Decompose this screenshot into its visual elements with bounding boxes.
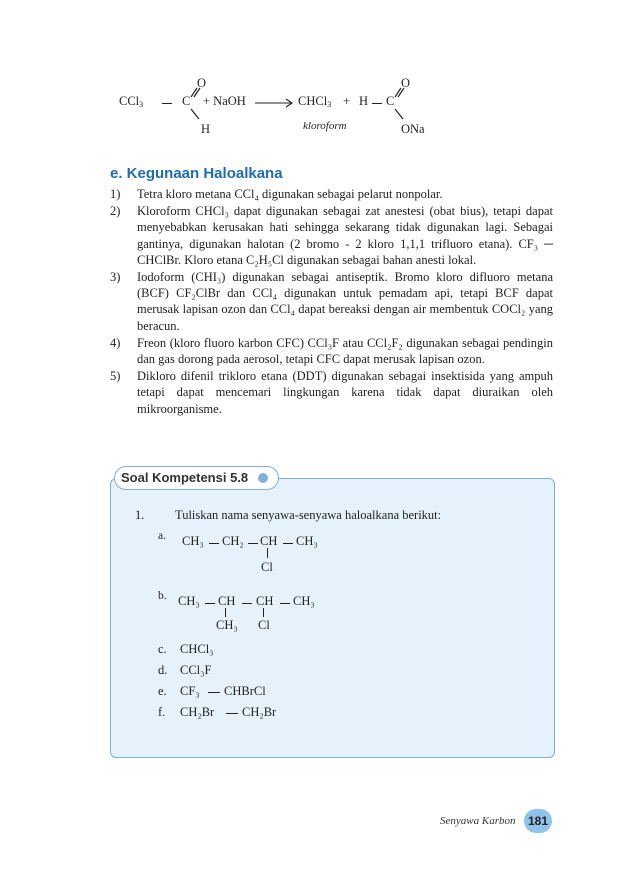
list-item: 1) Tetra kloro metana CCl₄ digunakan sebagai pelarut nonpolar. — [110, 187, 443, 201]
option-c-label: c. — [158, 642, 167, 656]
option-e-label: e. — [158, 684, 167, 698]
section-title: e. Kegunaan Haloalkana — [110, 165, 283, 182]
double-bond-1 — [189, 86, 201, 98]
formula-b-ch-2: CH — [256, 594, 274, 608]
page-number: 181 — [524, 809, 552, 833]
formula-b-ch3-end: CH₃ — [293, 594, 315, 608]
hydrogen-1: H — [201, 122, 211, 136]
option-a-label: a. — [158, 530, 166, 542]
footer-chapter-title: Senyawa Karbon — [440, 815, 516, 827]
formula-b-ch-1: CH — [218, 594, 236, 608]
bullet-dot-icon — [258, 473, 268, 483]
ona-group: ONa — [401, 122, 425, 136]
plus-sign: + — [343, 94, 351, 108]
formula-f-part1: CH₂Br — [180, 705, 215, 719]
carbonyl-carbon-2: C — [386, 94, 395, 108]
question-text: Tuliskan nama senyawa-senyawa haloalkana berikut: — [175, 508, 442, 522]
list-item: 4) Freon (kloro fluoro karbon CFC) CCl₃F atau CCl₂F₂ digunakan sebagai pendingin dan gas dorong pada aerosol, tetapi CFC dapat merusak lapisan ozon. — [110, 335, 553, 367]
formula-b-cl: Cl — [258, 618, 270, 632]
formula-d: CCl₃F — [180, 663, 212, 677]
list-item: 2) Kloroform CHCl₃ dapat digunakan sebagai zat anestesi (obat bius), tetapi dapat menyebabkan kerusakan hati sehingga sekarang tidak digunakan lagi. Sebagai gantinya, digunakan halotan (2 bromo - 2 kloro 1,1,1 trifluoro etana). CF₃ ─ CHClBr. Kloro etana C₂H₅Cl digunakan sebagai bahan anesti lokal. — [110, 204, 553, 267]
exercise-box-title: Soal Kompetensi 5.8 — [114, 466, 279, 490]
option-f-label: f. — [158, 705, 166, 719]
reaction-equation — [115, 70, 445, 140]
carbonyl-carbon-1: C — [182, 94, 191, 108]
formula-e-part2: CHBrCl — [224, 684, 266, 698]
option-d-label: d. — [158, 663, 168, 677]
reaction-arrow — [255, 97, 295, 109]
formula-e-part1: CF₃ — [180, 684, 200, 698]
formula-a-ch3: CH₃ — [182, 534, 204, 548]
list-item: 3) Iodoform (CHI₃) digunakan sebagai antiseptik. Bromo kloro difluoro metana (BCF) CF₂ClBr dan CCl₄ digunakan untuk pemadam api, tetapi BCF dapat merusak lapisan ozon dan CCl₄ dapat bereaksi dengan air membentuk COCl₂ yang beracun. — [110, 270, 553, 333]
question-number: 1. — [135, 508, 145, 522]
double-bond-2 — [393, 86, 405, 98]
formula-a-cl: Cl — [261, 560, 273, 574]
reactant-ccl3: CCl$_3$ — [119, 94, 144, 109]
single-bond-1 — [189, 108, 201, 120]
single-bond-2 — [393, 108, 405, 120]
usage-list — [110, 186, 553, 418]
formula-a-ch: CH — [260, 534, 278, 548]
oxygen-2: O — [401, 76, 411, 90]
option-b-label: b. — [158, 590, 167, 602]
formula-a-ch3-end: CH₃ — [296, 534, 318, 548]
hydrogen-2: H — [359, 94, 369, 108]
formula-b-ch3-branch: CH₃ — [216, 618, 238, 632]
formula-f-part2: CH₂Br — [242, 705, 277, 719]
product-name-kloroform: kloroform — [303, 120, 347, 132]
product-chcl3: CHCl$_3$ — [298, 94, 332, 109]
formula-a-ch2: CH₂ — [222, 534, 244, 548]
list-item: 5) Dikloro difenil trikloro etana (DDT) digunakan sebagai insektisida yang ampuh tetapi dapat mencemari lingkungan karena tidak dapat diuraikan oleh mikroorganisme. — [110, 369, 553, 416]
reagent-naoh: + NaOH — [203, 94, 246, 108]
formula-c: CHCl₃ — [180, 642, 214, 656]
formula-b-ch3: CH₃ — [178, 594, 200, 608]
oxygen-1: O — [197, 76, 207, 90]
